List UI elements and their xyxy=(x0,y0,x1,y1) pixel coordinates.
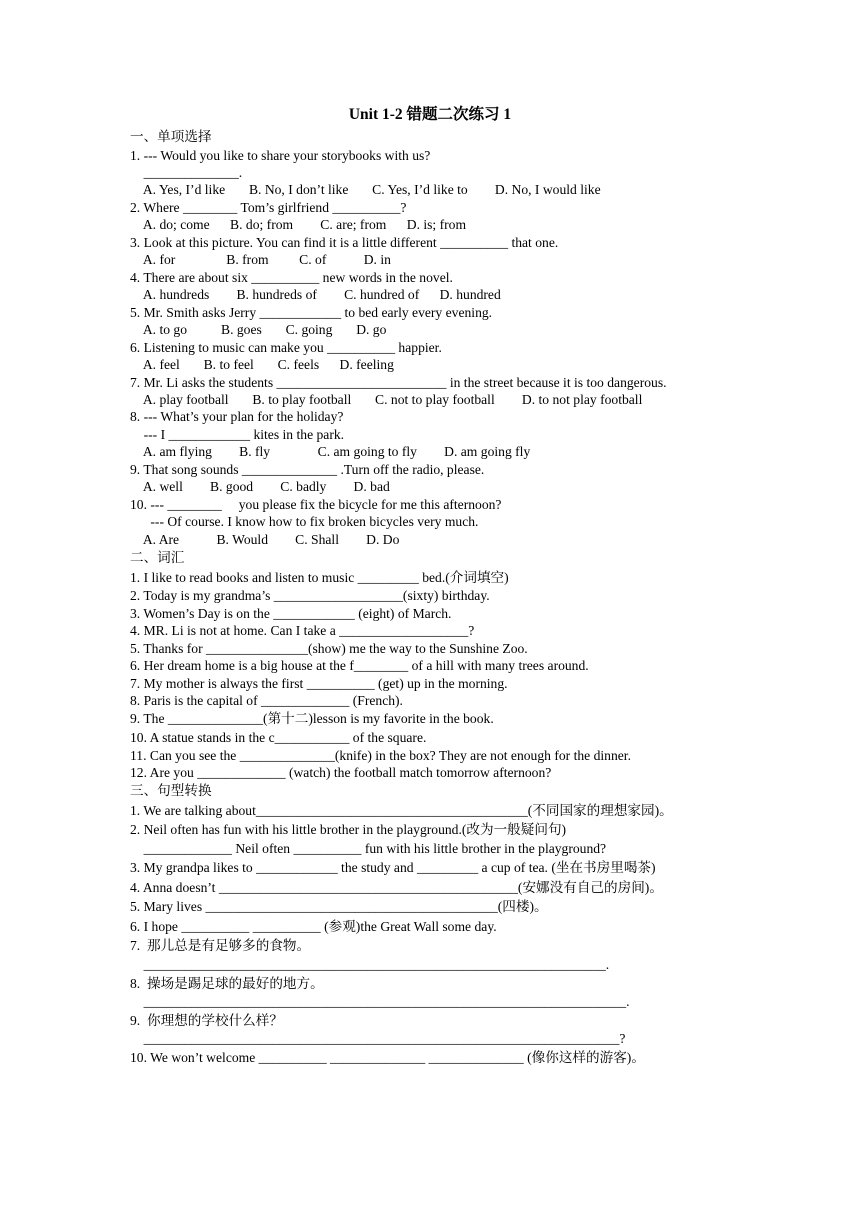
question-line: 8. Paris is the capital of _____________ (French). xyxy=(130,693,403,708)
options-line: A. am flying B. fly C. am going to fly D. am going fly xyxy=(130,444,531,459)
question-line: 3. Women’s Day is on the ____________ (eight) of March. xyxy=(130,606,452,621)
options-line: A. feel B. to feel C. feels D. feeling xyxy=(130,357,394,372)
options-line: A. Are B. Would C. Shall D. Do xyxy=(130,532,400,547)
answer-blank-line: ____________________________________________________________________. xyxy=(130,957,610,972)
options-line: A. to go B. goes C. going D. go xyxy=(130,322,387,337)
section-heading-single-choice: 一、单项选择 xyxy=(130,129,212,144)
question-line: 2. Where ________ Tom’s girlfriend __________? xyxy=(130,200,407,215)
question-line: 4. MR. Li is not at home. Can I take a ___________________? xyxy=(130,623,475,638)
question-line: 4. Anna doesn’t ____________________________________________(安娜没有自己的房间)。 xyxy=(130,880,663,895)
question-line: --- Of course. I know how to fix broken bicycles very much. xyxy=(130,514,479,529)
document-title: Unit 1-2 错题二次练习 1 xyxy=(348,106,512,123)
question-line: 10. A statue stands in the c___________ of the square. xyxy=(130,730,427,745)
options-line: A. for B. from C. of D. in xyxy=(130,252,391,267)
question-line: 9. The ______________(第十二)lesson is my favorite in the book. xyxy=(130,711,494,726)
question-line: 8. 操场是踢足球的最好的地方。 xyxy=(130,976,324,991)
question-line: 10. --- ________ you please fix the bicycle for me this afternoon? xyxy=(130,497,502,512)
question-line: 8. --- What’s your plan for the holiday? xyxy=(130,409,344,424)
question-line: 1. --- Would you like to share your storybooks with us? xyxy=(130,148,431,163)
question-line: 5. Mary lives ___________________________________________(四楼)。 xyxy=(130,899,548,914)
question-line: 1. I like to read books and listen to music _________ bed.(介词填空) xyxy=(130,570,509,585)
question-line: 5. Mr. Smith asks Jerry ____________ to bed early every evening. xyxy=(130,305,493,320)
question-line: 7. 那儿总是有足够多的食物。 xyxy=(130,938,311,953)
options-line: A. well B. good C. badly D. bad xyxy=(130,479,390,494)
question-line: 1. We are talking about________________________________________(不同国家的理想家园)。 xyxy=(130,803,673,818)
options-line: A. play football B. to play football C. not to play football D. to not play football xyxy=(130,392,643,407)
question-line: 9. That song sounds ______________ .Turn off the radio, please. xyxy=(130,462,485,477)
question-line: 7. Mr. Li asks the students _________________________ in the street because it is too dangerous. xyxy=(130,375,667,390)
options-line: A. Yes, I’d like B. No, I don’t like C. Yes, I’d like to D. No, I would like xyxy=(130,182,601,197)
question-line: 3. My grandpa likes to ____________ the study and _________ a cup of tea. (坐在书房里喝茶) xyxy=(130,860,656,875)
question-line: 11. Can you see the ______________(knife) in the box? They are not enough for the dinner. xyxy=(130,748,631,763)
question-line: 9. 你理想的学校什么样？ xyxy=(130,1013,283,1028)
section-heading-sentence-conversion: 三、句型转换 xyxy=(130,783,212,798)
question-line: 7. My mother is always the first __________ (get) up in the morning. xyxy=(130,676,508,691)
answer-blank-line: _______________________________________________________________________. xyxy=(130,994,630,1009)
question-line: 5. Thanks for _______________(show) me the way to the Sunshine Zoo. xyxy=(130,641,528,656)
answer-blank-line: ______________________________________________________________________? xyxy=(130,1031,626,1046)
section-heading-vocabulary: 二、词汇 xyxy=(130,550,185,565)
options-line: A. do; come B. do; from C. are; from D. is; from xyxy=(130,217,467,232)
answer-blank-line: ______________. xyxy=(130,165,243,180)
question-line: 6. Listening to music can make you __________ happier. xyxy=(130,340,442,355)
question-line: 2. Neil often has fun with his little brother in the playground.(改为一般疑问句) xyxy=(130,822,567,837)
question-line: 2. Today is my grandma’s ___________________(sixty) birthday. xyxy=(130,588,490,603)
question-line: 10. We won’t welcome __________ ______________ ______________ (像你这样的游客)。 xyxy=(130,1050,645,1065)
question-line: --- I ____________ kites in the park. xyxy=(130,427,345,442)
question-line: 6. Her dream home is a big house at the f________ of a hill with many trees around. xyxy=(130,658,589,673)
question-line: 6. I hope __________ __________ (参观)the Great Wall some day. xyxy=(130,919,497,934)
question-line: 4. There are about six __________ new words in the novel. xyxy=(130,270,453,285)
question-line: 12. Are you _____________ (watch) the football match tomorrow afternoon? xyxy=(130,765,552,780)
options-line: A. hundreds B. hundreds of C. hundred of D. hundred xyxy=(130,287,501,302)
question-line: _____________ Neil often __________ fun with his little brother in the playground? xyxy=(130,841,607,856)
question-line: 3. Look at this picture. You can find it is a little different __________ that one. xyxy=(130,235,559,250)
